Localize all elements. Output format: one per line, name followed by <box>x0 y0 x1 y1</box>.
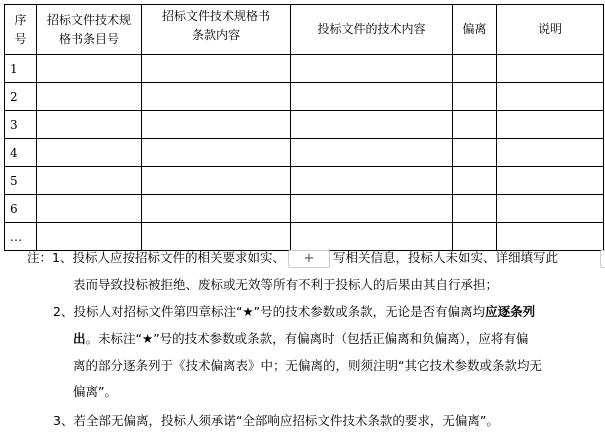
note-1-line-1 <box>27 248 558 268</box>
table-cell[interactable] <box>37 55 142 83</box>
table-row <box>5 223 604 251</box>
note-2-line-2 <box>73 329 528 349</box>
note-2-line-4: 偏离”。 <box>73 384 117 399</box>
table-cell[interactable] <box>37 195 142 223</box>
table-cell[interactable] <box>142 167 291 195</box>
table-cell[interactable] <box>37 139 142 167</box>
header-seq: 序 号 <box>5 5 37 55</box>
table-cell[interactable] <box>291 167 453 195</box>
table-row <box>5 111 604 139</box>
table-cell[interactable] <box>497 195 604 223</box>
table-cell[interactable] <box>453 55 497 83</box>
table-cell[interactable] <box>497 83 604 111</box>
table-cell[interactable] <box>453 111 497 139</box>
table-cell[interactable] <box>453 167 497 195</box>
table-cell[interactable] <box>37 167 142 195</box>
table-cell[interactable] <box>142 223 291 251</box>
side-handle[interactable] <box>600 250 605 268</box>
table-cell[interactable] <box>37 83 142 111</box>
row-seq-cell[interactable]: 6 <box>5 195 37 223</box>
note-1-line-1-end: 写相关信息，投标人未如实、详细填写此 <box>332 250 558 265</box>
header-deviation: 偏离 <box>453 5 497 55</box>
table-cell[interactable] <box>453 83 497 111</box>
table-cell[interactable] <box>291 83 453 111</box>
table-cell[interactable] <box>291 223 453 251</box>
table-cell[interactable] <box>142 139 291 167</box>
table-cell[interactable] <box>453 139 497 167</box>
note-3: 3、若全部无偏离，投标人须承诺“全部响应招标文件技术条款的要求，无偏离”。 <box>53 413 499 428</box>
table-cell[interactable] <box>497 139 604 167</box>
row-seq-cell[interactable]: 4 <box>5 139 37 167</box>
table-row <box>5 83 604 111</box>
row-seq-cell[interactable]: 3 <box>5 111 37 139</box>
table-row <box>5 167 604 195</box>
header-remarks: 说明 <box>497 5 604 55</box>
note-1-line-2: 表而导致投标被拒绝、废标或无效等所有不利于投标人的后果由其自行承担； <box>73 277 499 292</box>
table-cell[interactable] <box>497 167 604 195</box>
note-2-line-1 <box>53 302 535 322</box>
table-cell[interactable] <box>142 83 291 111</box>
note-2-line-3: 离的部分逐条列于《技术偏离表》中；无偏离的，则须注明“其它技术参数或条款均无 <box>73 358 542 373</box>
header-bid-content: 投标文件的技术内容 <box>291 5 453 55</box>
note-2-bold-text-end: 出 <box>73 331 86 346</box>
header-item-no: 招标文件技术规 格书条目号 <box>37 5 142 55</box>
header-clause-content: 招标文件技术规格书 条款内容 <box>142 5 291 55</box>
table-header-row <box>5 5 604 55</box>
table-cell[interactable] <box>291 55 453 83</box>
note-2-line-2-text: 。未标注“★”号的技术参数或条款，有偏离时（包括正偏离和负偏离），应将有偏 <box>85 331 529 346</box>
technical-deviation-table <box>4 4 604 251</box>
table-cell[interactable] <box>142 195 291 223</box>
table-cell[interactable] <box>291 195 453 223</box>
note-2-line-1-text: 2、投标人对招标文件第四章标注“★”号的技术参数或条款，无论是否有偏离均 <box>53 304 486 319</box>
add-row-button[interactable]: + <box>288 250 330 268</box>
table-cell[interactable] <box>497 55 604 83</box>
row-seq-cell[interactable]: 1 <box>5 55 37 83</box>
table-row <box>5 139 604 167</box>
note-2-bold-text: 应逐条列 <box>485 304 536 319</box>
table-row <box>5 55 604 83</box>
note-1-line-1-start: 注：1、投标人应按招标文件的相关要求如实、 <box>27 250 285 265</box>
table-cell[interactable] <box>37 223 142 251</box>
row-seq-cell[interactable]: 5 <box>5 167 37 195</box>
row-seq-cell[interactable]: 2 <box>5 83 37 111</box>
table-cell[interactable] <box>37 111 142 139</box>
table-cell[interactable] <box>291 139 453 167</box>
table-cell[interactable] <box>453 195 497 223</box>
row-seq-cell[interactable]: … <box>5 223 37 251</box>
table-cell[interactable] <box>497 223 604 251</box>
table-row <box>5 195 604 223</box>
table-cell[interactable] <box>453 223 497 251</box>
table-cell[interactable] <box>142 55 291 83</box>
table-cell[interactable] <box>497 111 604 139</box>
table-cell[interactable] <box>142 111 291 139</box>
table-cell[interactable] <box>291 111 453 139</box>
